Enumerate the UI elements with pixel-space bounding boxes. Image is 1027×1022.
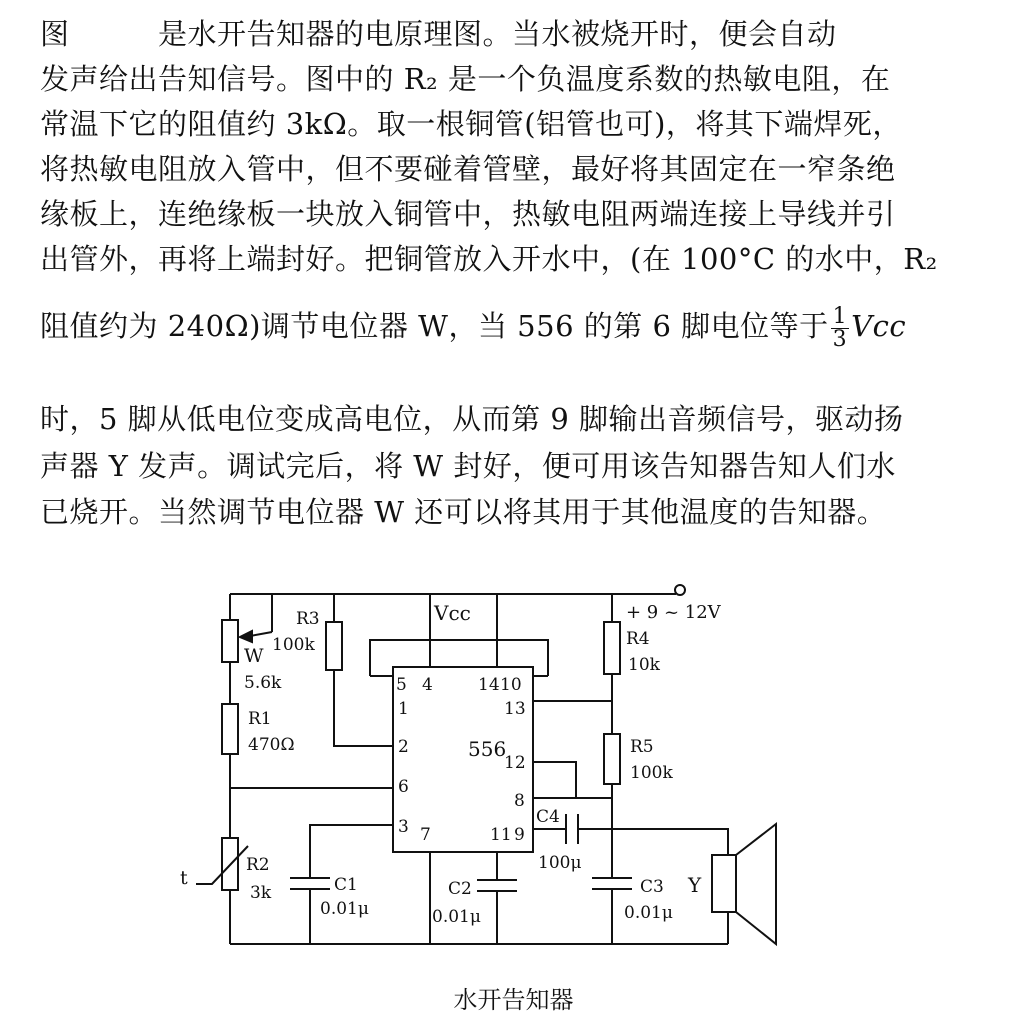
pin-13-label: 13 <box>504 699 526 719</box>
pin2-wire <box>334 670 393 746</box>
vcc-symbol: Vcc <box>851 309 907 343</box>
text-line-3: 常温下它的阻值约 3kΩ。取一根铜管(铝管也可)，将其下端焊死， <box>40 107 902 141</box>
text-line-9: 声器 Y 发声。调试完后，将 W 封好，便可用该告知器告知人们水 <box>40 449 896 483</box>
resistor-r3 <box>326 622 342 670</box>
pin-5-label: 5 <box>396 675 407 695</box>
r1-name-label: R1 <box>248 709 272 729</box>
text-line-10: 已烧开。当然调节电位器 W 还可以将其用于其他温度的告知器。 <box>40 495 887 529</box>
resistor-r4 <box>604 622 620 674</box>
c4-value-label: 100μ <box>538 853 582 873</box>
fraction-numerator: 1 <box>832 303 848 329</box>
c2-value-label: 0.01μ <box>432 907 481 927</box>
r2-name-label: R2 <box>246 855 270 875</box>
text-line-4: 将热敏电阻放入管中，但不要碰着管壁，最好将其固定在一窄条绝 <box>40 152 896 186</box>
c4-speaker-wire <box>578 829 728 855</box>
pin-7-label: 7 <box>420 825 431 845</box>
ic-label: 556 <box>468 737 507 761</box>
r3-value-label: 100k <box>272 635 315 655</box>
pin-6-label: 6 <box>398 777 409 797</box>
text-line-6: 出管外，再将上端封好。把铜管放入开水中，(在 100°C 的水中，R₂ <box>40 242 938 276</box>
pin-10-label: 10 <box>500 675 522 695</box>
text-line-8: 时，5 脚从低电位变成高电位，从而第 9 脚输出音频信号，驱动扬 <box>40 402 904 436</box>
pin-9-label: 9 <box>514 825 525 845</box>
c4-name-label: C4 <box>536 807 560 827</box>
r4-name-label: R4 <box>626 629 650 649</box>
pin-4-label: 4 <box>422 675 433 695</box>
vcc-label: Vcc <box>434 601 471 625</box>
text-line-1: 图 是水开告知器的电原理图。当水被烧开时，便会自动 <box>40 17 837 51</box>
r4-value-label: 10k <box>628 655 660 675</box>
pin-14-label: 14 <box>478 675 500 695</box>
pin5-pin10-loop <box>370 640 548 676</box>
r5-value-label: 100k <box>630 763 673 783</box>
r3-name-label: R3 <box>296 609 320 629</box>
r5-name-label: R5 <box>630 737 654 757</box>
c1-value-label: 0.01μ <box>320 899 369 919</box>
c3-value-label: 0.01μ <box>624 903 673 923</box>
text-line-7-start: 阻值约为 240Ω)调节电位器 W，当 556 的第 6 脚电位等于 <box>40 309 829 343</box>
supply-terminal <box>675 585 685 595</box>
w-wiper-arrow <box>240 631 252 642</box>
pin-2-label: 2 <box>398 737 409 757</box>
pin-8-label: 8 <box>514 791 525 811</box>
pin-12-label: 12 <box>504 753 526 773</box>
r2-value-label: 3k <box>250 883 272 903</box>
resistor-r1 <box>222 704 238 754</box>
pin3-wire <box>310 825 393 878</box>
fraction-denominator: 3 <box>832 326 848 352</box>
resistor-r5 <box>604 734 620 784</box>
w-value-label: 5.6k <box>244 673 282 693</box>
speaker-magnet <box>712 855 736 912</box>
w-wiper-wire <box>250 632 272 636</box>
speaker-y-label: Y <box>688 873 702 897</box>
w-name-label: W <box>244 645 264 667</box>
pin-3-label: 3 <box>398 817 409 837</box>
text-line-5: 缘板上，连绝缘板一块放入铜管中，热敏电阻两端连接上导线并引 <box>40 197 896 231</box>
speaker-cone <box>736 824 776 944</box>
pin-1-label: 1 <box>398 699 409 719</box>
temperature-t-label: t <box>180 867 188 889</box>
potentiometer-w <box>222 620 238 662</box>
r1-value-label: 470Ω <box>248 735 295 755</box>
figure-caption: 水开告知器 <box>453 986 574 1014</box>
c2-name-label: C2 <box>448 879 472 899</box>
supply-voltage-label: + 9 ~ 12V <box>626 602 721 623</box>
c1-name-label: C1 <box>334 875 358 895</box>
text-line-2: 发声给出告知信号。图中的 R₂ 是一个负温度系数的热敏电阻，在 <box>40 62 891 96</box>
c3-name-label: C3 <box>640 877 664 897</box>
pin12-wire <box>533 762 576 798</box>
pin-11-label: 11 <box>490 825 512 845</box>
